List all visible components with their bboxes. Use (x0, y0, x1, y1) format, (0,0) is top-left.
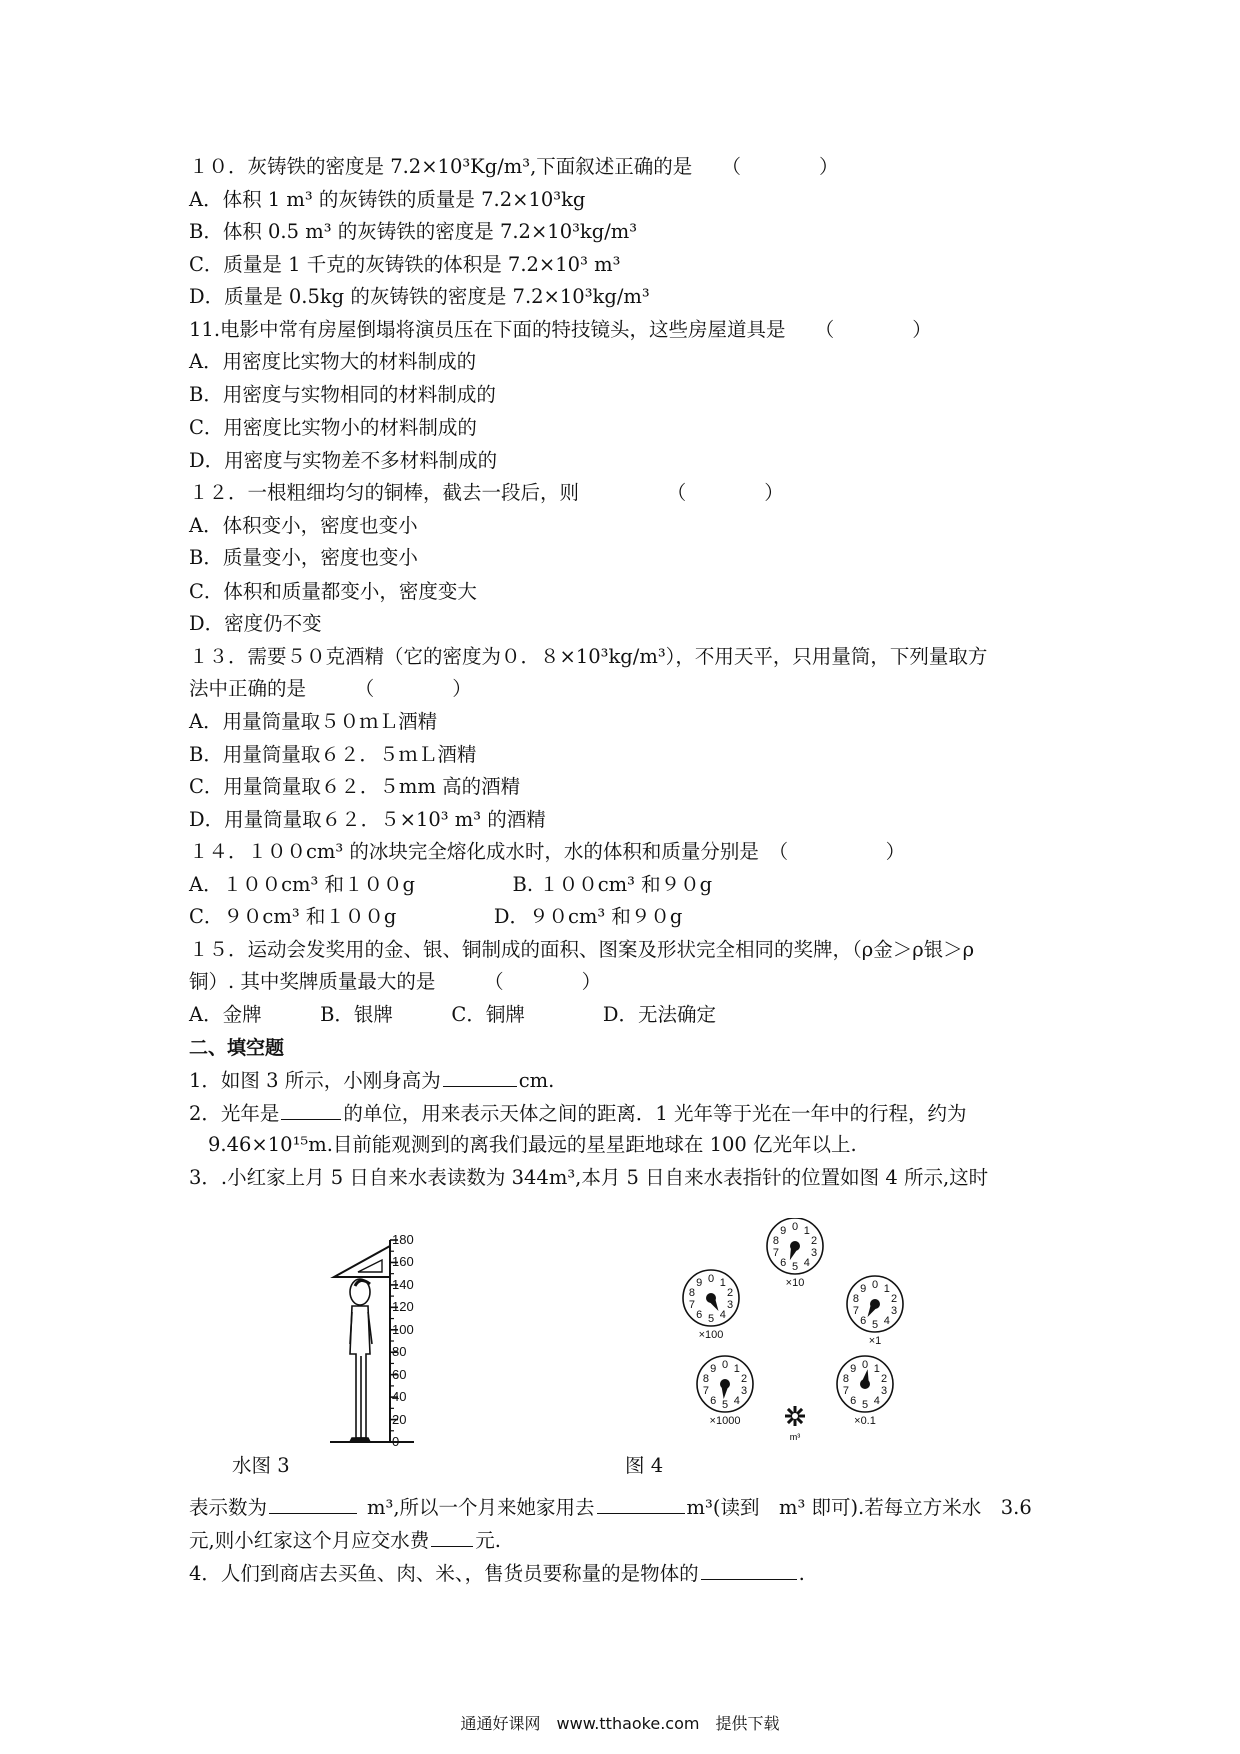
dial-digit: 2 (810, 1234, 818, 1247)
ruler-tick-label: 80 (392, 1344, 407, 1360)
fill-question-1 (189, 1068, 554, 1093)
ruler-tick-label: 140 (392, 1276, 414, 1292)
dial-digit: 1 (719, 1276, 726, 1289)
dial-digit: 6 (860, 1315, 867, 1328)
dial-digit: 2 (726, 1286, 734, 1299)
q13-stem-line1: １３．需要５０克酒精（它的密度为０．８×10³kg/m³），不用天平，只用量筒，下列量取方 (189, 645, 988, 668)
q13-option-d: D．用量筒量取６２．５×10³ m³ 的酒精 (189, 808, 546, 831)
dial-digit: 2 (740, 1372, 748, 1385)
dial-digit: 9 (850, 1362, 857, 1375)
dial-digit: 3 (726, 1299, 734, 1312)
star-center (792, 1413, 798, 1419)
dial-hub (870, 1299, 880, 1309)
ruler-tick-label: 160 (392, 1254, 414, 1270)
ruler-tick-labels (392, 1232, 442, 1452)
dial-digit: 4 (803, 1257, 810, 1270)
figure4-caption: 图 4 (625, 1454, 664, 1477)
dial-digit: 4 (883, 1315, 890, 1328)
f4-pre: 4．人们到商店去买鱼、肉、米、，售货员要称量的是物体的 (189, 1562, 699, 1585)
f3-fee-blank[interactable] (431, 1528, 473, 1547)
q15-options: A．金牌 B．银牌 C．铜牌 D．无法确定 (189, 1003, 716, 1026)
meter-dial (837, 1356, 893, 1427)
dial-digit: 9 (696, 1276, 703, 1289)
meter-dial (847, 1276, 903, 1347)
dial-multiplier-label: ×1 (868, 1335, 882, 1347)
dial-digit: 1 (873, 1362, 880, 1375)
q15-stem-line2: 铜）. 其中奖牌质量最大的是 （ ） (189, 970, 602, 993)
q12-option-b: B．质量变小，密度也变小 (189, 546, 418, 569)
dial-digit: 2 (890, 1292, 898, 1305)
dial-digit: 2 (880, 1372, 888, 1385)
f1-pre: 1．如图 3 所示，小刚身高为 (189, 1069, 441, 1092)
dial-multiplier-label: ×1000 (709, 1415, 741, 1427)
dial-digit: 3 (890, 1305, 898, 1318)
q11-option-d: D．用密度与实物差不多材料制成的 (189, 449, 498, 472)
dial-digit: 6 (850, 1395, 857, 1408)
f3-reading-blank[interactable] (269, 1495, 357, 1514)
ruler-tick-label: 100 (392, 1321, 414, 1337)
fill-question-2 (189, 1101, 967, 1126)
dial-digit: 9 (710, 1362, 717, 1375)
fill-question-4 (189, 1561, 805, 1586)
dial-digit: 5 (871, 1319, 879, 1331)
dial-digit: 5 (707, 1313, 715, 1325)
dial-digit: 0 (791, 1221, 799, 1233)
dial-digit: 7 (852, 1305, 860, 1318)
dial-digit: 7 (688, 1299, 696, 1312)
dial-digit: 5 (861, 1399, 869, 1411)
dial-digit: 9 (860, 1282, 867, 1295)
f2-blank[interactable] (281, 1101, 341, 1120)
dial-multiplier-label: ×100 (698, 1329, 724, 1341)
q12-option-d: D．密度仍不变 (189, 612, 322, 635)
q10-stem: １０．灰铸铁的密度是 7.2×10³Kg/m³,下面叙述正确的是 （ ） (189, 155, 839, 178)
q10-option-b: B．体积 0.5 m³ 的灰铸铁的密度是 7.2×10³kg/m³ (189, 220, 638, 243)
dial-hub (720, 1379, 730, 1389)
dial-digit: 8 (702, 1372, 710, 1385)
q12-stem: １２．一根粗细均匀的铜棒，截去一段后，则 （ ） (189, 481, 784, 504)
dial-digit: 8 (852, 1292, 860, 1305)
fill-question-3-line2 (189, 1495, 1032, 1520)
fill-question-3-line1: 3．.小红家上月 5 日自来水表读数为 344m³,本月 5 日自来水表指针的位置如图 4 所示,这时 (189, 1166, 989, 1189)
footer: 通通好课网 www.tthaoke.com 提供下载 (460, 1714, 780, 1733)
dial-digit: 3 (880, 1385, 888, 1398)
dial-digit: 6 (710, 1395, 717, 1408)
ruler-tick-label: 60 (392, 1366, 407, 1382)
dial-multiplier-label: ×0.1 (854, 1415, 876, 1427)
q11-option-b: B．用密度与实物相同的材料制成的 (189, 383, 496, 406)
water-meter-dials (675, 1218, 915, 1448)
dial-digit: 5 (791, 1261, 799, 1273)
dial-digit: 4 (873, 1395, 880, 1408)
q11-stem: 11.电影中常有房屋倒塌将演员压在下面的特技镜头，这些房屋道具是 （ ） (189, 318, 932, 341)
f2-post: 的单位，用来表示天体之间的距离．1 光年等于光在一年中的行程，约为 (343, 1102, 967, 1125)
figure4-water-meter (675, 1218, 915, 1448)
dial-digit: 6 (780, 1257, 787, 1270)
f1-blank[interactable] (443, 1068, 517, 1087)
meter-dial (767, 1218, 823, 1289)
ruler-tick-label: 0 (392, 1434, 400, 1449)
dial-digit: 1 (733, 1362, 740, 1375)
q10-option-d: D．质量是 0.5kg 的灰铸铁的密度是 7.2×10³kg/m³ (189, 285, 650, 308)
ruler-tick-label: 20 (392, 1411, 407, 1427)
f3-used-label: m³,所以一个月来她家用去 (367, 1496, 595, 1519)
q12-option-c: C．体积和质量都变小，密度变大 (189, 580, 477, 603)
f3-price-text: m³(读到 m³ 即可).若每立方米水 3.6 (686, 1496, 1032, 1519)
dial-digit: 3 (810, 1247, 818, 1260)
dial-digit: 1 (883, 1282, 890, 1295)
q10-option-c: C．质量是 1 千克的灰铸铁的体积是 7.2×10³ m³ (189, 253, 621, 276)
meter-dial (697, 1356, 753, 1427)
dial-digit: 7 (842, 1385, 850, 1398)
dial-digit: 3 (740, 1385, 748, 1398)
section2-title: 二、填空题 (189, 1037, 285, 1059)
dial-hub (706, 1293, 716, 1303)
dial-digit: 0 (871, 1279, 879, 1291)
q11-option-a: A．用密度比实物大的材料制成的 (189, 350, 477, 373)
f1-post: cm. (518, 1069, 555, 1092)
q13-option-b: B．用量筒量取６２．５ｍＬ酒精 (189, 743, 477, 766)
ruler-tick-label: 40 (392, 1389, 407, 1405)
dial-digit: 6 (696, 1309, 703, 1322)
dial-digit: 7 (772, 1247, 780, 1260)
q15-stem-line1: １５．运动会发奖用的金、银、铜制成的面积、图案及形状完全相同的奖牌，（ρ金＞ρ银＞ρ (189, 938, 975, 961)
q14-options-cd: C．９０cm³ 和１００g D．９０cm³ 和９０g (189, 905, 683, 928)
f3-used-blank[interactable] (597, 1495, 685, 1514)
dial-digit: 9 (780, 1224, 787, 1237)
dial-hub (790, 1241, 800, 1251)
f3-reading-label: 表示数为 (189, 1496, 268, 1519)
q13-option-c: C．用量筒量取６２．５mm 高的酒精 (189, 775, 521, 798)
q11-option-c: C．用密度比实物小的材料制成的 (189, 416, 477, 439)
f3-fee-label: 元,则小红家这个月应交水费 (189, 1529, 430, 1552)
q14-stem: １４．１００cm³ 的冰块完全熔化成水时，水的体积和质量分别是 （ ） (189, 840, 906, 863)
meter-star-wheel (785, 1406, 805, 1426)
q12-option-a: A．体积变小，密度也变小 (189, 514, 418, 537)
ruler-tick-label: 120 (392, 1299, 414, 1315)
q14-options-ab: A．１００cm³ 和１００g B. １００cm³ 和９０g (189, 873, 713, 896)
dial-multiplier-label: ×10 (785, 1277, 805, 1289)
fill-question-2-line2: 9.46×10¹⁵m.目前能观测到的离我们最远的星星距地球在 100 亿光年以上. (208, 1133, 857, 1156)
q10-option-a: A．体积 1 m³ 的灰铸铁的质量是 7.2×10³kg (189, 188, 586, 211)
dial-digit: 0 (707, 1273, 715, 1285)
dial-digit: 4 (733, 1395, 740, 1408)
f2-pre: 2．光年是 (189, 1102, 280, 1125)
dial-digit: 7 (702, 1385, 710, 1398)
q13-option-a: A．用量筒量取５０ｍＬ酒精 (189, 710, 438, 733)
ruler-tick-label: 180 (392, 1232, 414, 1247)
q13-stem-line2: 法中正确的是 （ ） (189, 677, 472, 700)
dial-digit: 0 (861, 1359, 869, 1371)
dial-digit: 0 (721, 1359, 729, 1371)
dial-digit: 8 (772, 1234, 780, 1247)
f3-fee-post: 元. (475, 1529, 501, 1552)
f4-post: . (798, 1562, 805, 1585)
dial-digit: 5 (721, 1399, 729, 1411)
fill-question-3-line3 (189, 1528, 501, 1553)
dial-digit: 8 (842, 1372, 850, 1385)
dial-digit: 4 (719, 1309, 726, 1322)
dial-digit: 1 (803, 1224, 810, 1237)
f4-blank[interactable] (701, 1561, 797, 1580)
meter-unit-label: m³ (789, 1432, 801, 1442)
figure3-caption: 水图 3 (232, 1454, 290, 1477)
dial-digit: 8 (688, 1286, 696, 1299)
dial-hub (860, 1379, 870, 1389)
meter-dial (683, 1270, 739, 1341)
